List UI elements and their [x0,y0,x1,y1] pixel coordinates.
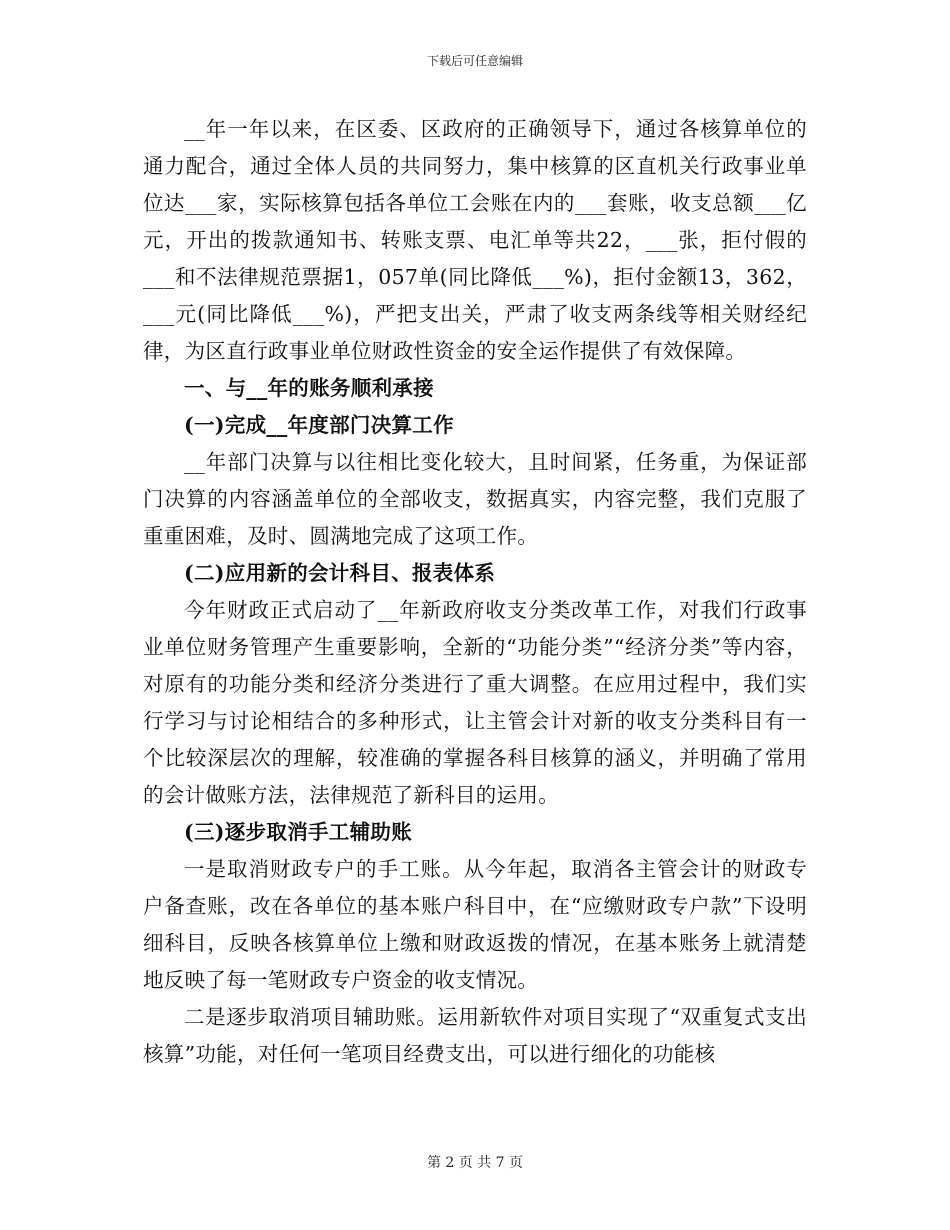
subsection-heading-1: (一)完成__年度部门决算工作 [184,413,454,437]
document-body [143,111,807,1073]
page-header: 下载后可任意编辑 [426,54,523,68]
paragraph-project-account: 二是逐步取消项目辅助账。运用新软件对项目实现了“双重复式支出核算”功能，对任何一笔项目经费支出，可以进行细化的功能核 [143,1005,807,1066]
section-heading-1: 一、与__年的账务顺利承接 [184,376,434,400]
paragraph-special-account: 一是取消财政专户的手工账。从今年起，取消各主管会计的财政专户备查账，改在各单位的基本账户科目中，在“应缴财政专户款”下设明细科目，反映各核算单位上缴和财政返拨的情况，在基本账务上就清楚地反映了每一笔财政专户资金的收支情况。 [143,857,807,992]
subsection-heading-3: (三)逐步取消手工辅助账 [184,820,412,844]
subsection-heading-2: (二)应用新的会计科目、报表体系 [184,561,496,585]
paragraph-new-accounts: 今年财政正式启动了__年新政府收支分类改革工作，对我们行政事业单位财务管理产生重要影响，全新的“功能分类”“经济分类”等内容，对原有的功能分类和经济分类进行了重大调整。在应用过程中，我们实行学习与讨论相结合的多种形式，让主管会计对新的收支分类科目有一个比较深层次的理解，较准确的掌握各科目核算的涵义，并明确了常用的会计做账方法，法律规范了新科目的运用。 [143,598,807,807]
paragraph-intro: __年一年以来，在区委、区政府的正确领导下，通过各核算单位的通力配合，通过全体人员的共同努力，集中核算的区直机关行政事业单位达___家，实际核算包括各单位工会账在内的___套账，收支总额___亿元，开出的拨款通知书、转账支票、电汇单等共22，___张，拒付假的___和不法律规范票据1，057单(同比降低___%)，拒付金额13，362，___元(同比降低___%)，严把支出关，严肃了收支两条线等相关财经纪律，为区直行政事业单位财政性资金的安全运作提供了有效保障。 [143,117,807,363]
paragraph-final-accounts: __年部门决算与以往相比变化较大，且时间紧，任务重，为保证部门决算的内容涵盖单位的全部收支，数据真实，内容完整，我们克服了重重困难，及时、圆满地完成了这项工作。 [143,450,807,548]
page-number: 第 2 页 共 7 页 [426,1155,524,1171]
